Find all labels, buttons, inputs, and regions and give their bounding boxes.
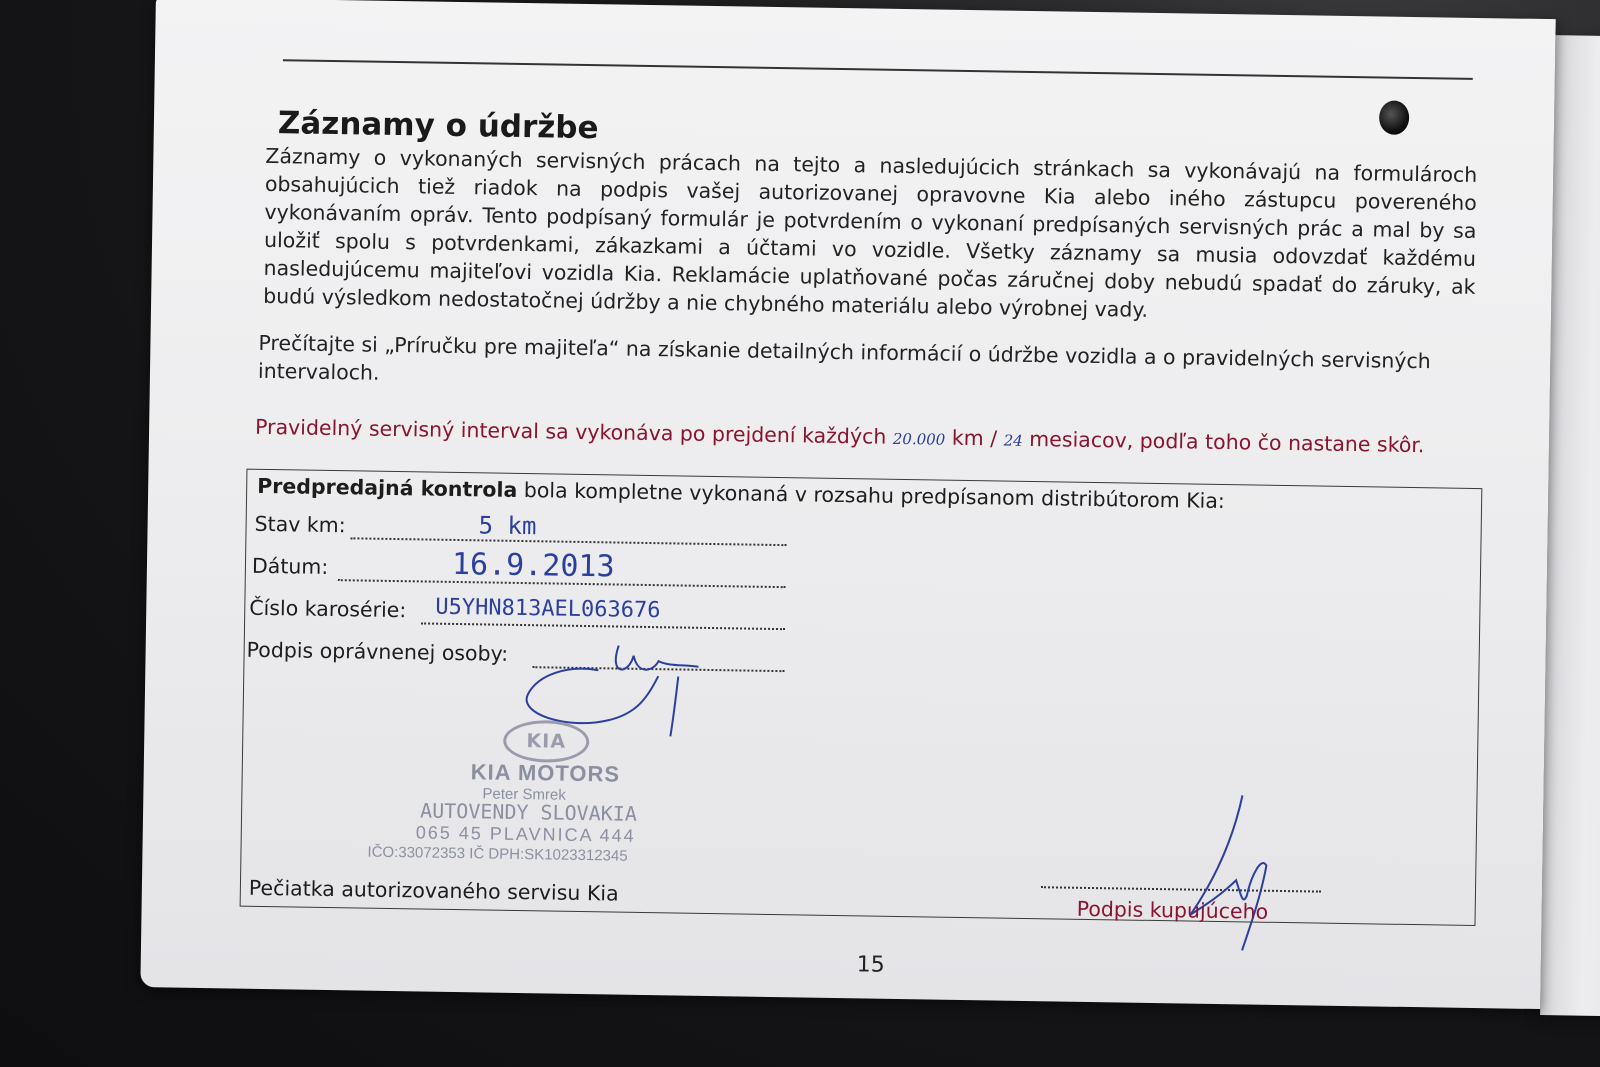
mileage-line <box>350 537 786 546</box>
signature-label: Podpis oprávnenej osoby: <box>246 637 509 666</box>
interval-km-value: 20.000 <box>892 429 946 449</box>
date-label: Dátum: <box>251 553 329 579</box>
vin-label: Číslo karosérie: <box>249 595 407 623</box>
buyer-signature-label: Podpis kupujúceho <box>1076 896 1269 924</box>
interval-middle: km / <box>951 425 998 451</box>
stamp-line-1: KIA MOTORS <box>470 759 621 787</box>
page-number: 15 <box>856 952 885 978</box>
interval-suffix: mesiacov, podľa toho čo nastane skôr. <box>1029 426 1425 458</box>
intro-paragraph: Záznamy o vykonaných servisných prácach na tejto a nasledujúcich stránkach sa vykonávajú na formulároch obsahujúcich tiež riadok na podpis vašej autorizovanej opravovne Kia alebo iného zástupcu povereného vykonávaním opráv. Tento podpísaný formulár je potvrdením o vykonaní predpísaných servisných prác a mal by sa uložiť spolu s potvrdenkami, zákazkami a účtami vo vozidle. Všetky záznamy sa musia odovzdať každému nasledujúcemu majiteľovi vozidla Kia. Reklamácie uplatňované počas záručnej doby nebudú spadať do záruky, ak budú výsledkom nedostatočnej údržby a nie chybného materiálu alebo výrobnej vady. <box>263 143 1478 322</box>
predelivery-inspection-box <box>240 469 1483 926</box>
service-interval <box>255 413 1485 462</box>
inspection-heading-rest: bola kompletne vykonaná v rozsahu predpísanom distribútorom Kia: <box>523 478 1226 514</box>
stamp-caption: Pečiatka autorizovaného servisu Kia <box>248 875 619 906</box>
top-rule <box>283 59 1473 80</box>
stamp-line-2: Peter Smrek <box>482 785 566 804</box>
interval-months-value: 24 <box>1003 431 1023 450</box>
mileage-value: 5 km <box>478 511 537 541</box>
service-booklet <box>52 0 1600 1022</box>
date-value: 16.9.2013 <box>451 546 615 585</box>
stamp-line-3: AUTOVENDY SLOVAKIA <box>419 798 638 826</box>
stamp-line-5: IČO:33072353 IČ DPH:SK1023312345 <box>367 843 628 865</box>
mileage-label: Stav km: <box>254 511 346 538</box>
buyer-signature <box>1180 784 1303 956</box>
interval-prefix: Pravidelný servisný interval sa vykonáva po prejdení každých <box>254 414 887 449</box>
vin-value: U5YHN813AEL063676 <box>435 594 661 624</box>
inspection-heading-bold: Predpredajná kontrola <box>257 473 518 502</box>
punch-hole <box>1379 100 1410 134</box>
page-title: Záznamy o údržbe <box>277 105 599 147</box>
manual-note: Prečítajte si „Príručku pre majiteľa“ na získanie detailných informácií o údržbe vozidla a o pravidelných servisných intervaloch. <box>257 330 1431 385</box>
dealer-stamp <box>367 710 723 865</box>
stamp-line-4: 065 45 PLAVNICA 444 <box>415 822 636 846</box>
inspection-heading <box>257 474 1225 513</box>
vin-line <box>421 622 785 630</box>
kia-logo: KIA <box>503 720 590 763</box>
maintenance-records-page <box>140 0 1555 1009</box>
